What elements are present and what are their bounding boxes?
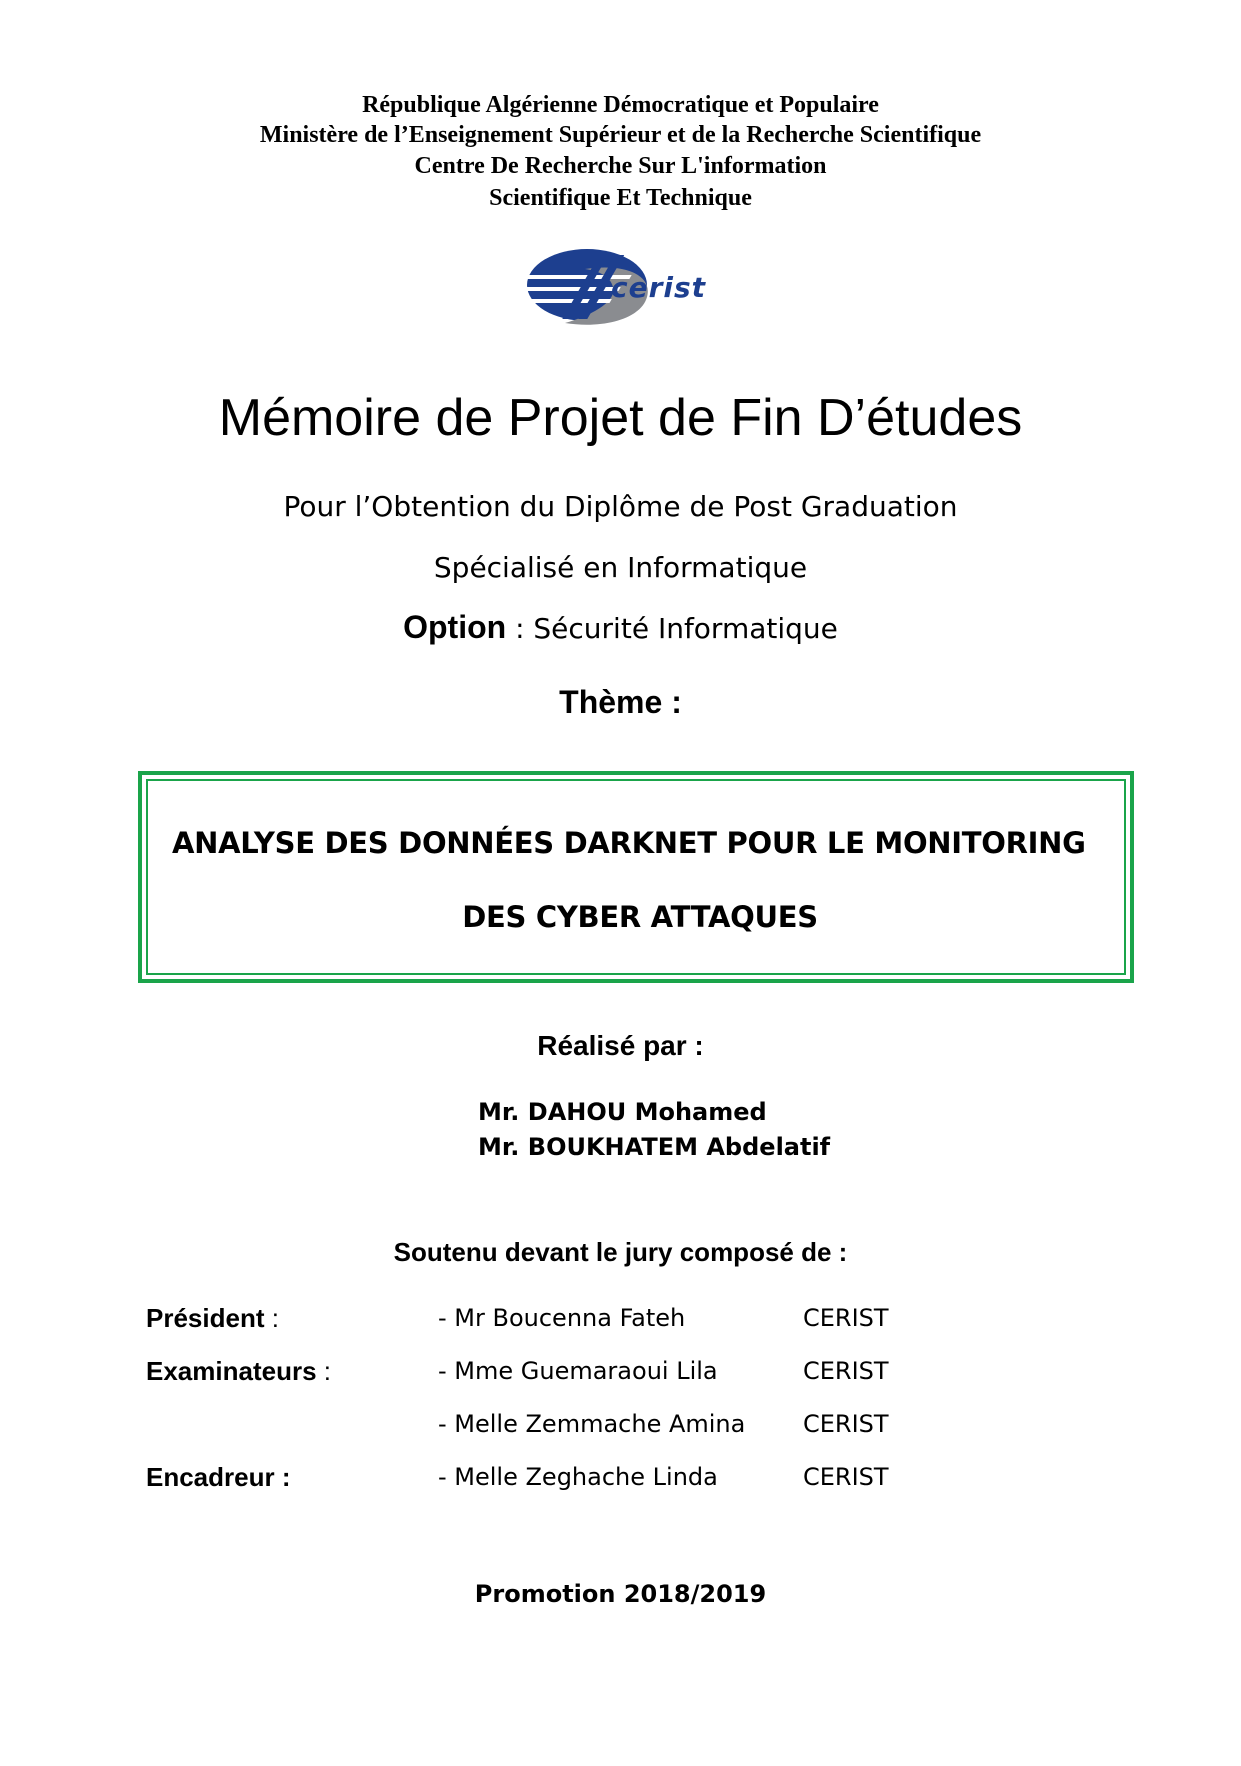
author-name: Mr. BOUKHATEM Abdelatif: [478, 1133, 831, 1161]
subtitle-diploma: Pour l’Obtention du Diplôme de Post Graduation: [283, 490, 958, 523]
jury-member-org: CERIST: [803, 1410, 889, 1438]
header-line-ministry: Ministère de l’Enseignement Supérieur et de la Recherche Scientifique: [259, 122, 982, 148]
option-value: : Sécurité Informatique: [506, 612, 838, 645]
author-name: Mr. DAHOU Mohamed: [478, 1098, 767, 1126]
jury-label: Soutenu devant le jury composé de :: [393, 1237, 848, 1267]
jury-role: Président :: [146, 1303, 279, 1333]
cerist-logo: [515, 245, 711, 329]
subtitle-specialty: Spécialisé en Informatique: [433, 551, 808, 584]
jury-role: Encadreur :: [146, 1462, 291, 1492]
jury-member-name: - Melle Zemmache Amina: [438, 1410, 746, 1438]
promotion-year: Promotion 2018/2019: [474, 1580, 767, 1608]
cerist-logo-wordmark: cerist: [611, 271, 707, 304]
header-line-scientific: Scientifique Et Technique: [489, 185, 752, 211]
jury-member-name: - Melle Zeghache Linda: [438, 1463, 718, 1491]
header-line-republic: République Algérienne Démocratique et Populaire: [362, 92, 879, 118]
page-title: Mémoire de Projet de Fin D’études: [218, 389, 1023, 447]
option-line: [0, 609, 1241, 646]
jury-member-org: CERIST: [803, 1304, 889, 1332]
realise-label: Réalisé par :: [537, 1030, 704, 1061]
theme-title-line-1: ANALYSE DES DONNÉES DARKNET POUR LE MONITORING: [172, 826, 1086, 860]
jury-member-org: CERIST: [803, 1357, 889, 1385]
option-label: Option: [403, 609, 507, 645]
theme-title-line-2: DES CYBER ATTAQUES: [462, 900, 818, 934]
theme-box: [138, 771, 1134, 983]
jury-member-name: - Mr Boucenna Fateh: [438, 1304, 686, 1332]
jury-role: Examinateurs :: [146, 1356, 331, 1386]
theme-box-inner-border: [146, 779, 1126, 975]
jury-member-org: CERIST: [803, 1463, 889, 1491]
header-line-centre: Centre De Recherche Sur L'information: [414, 153, 827, 179]
jury-member-name: - Mme Guemaraoui Lila: [438, 1357, 718, 1385]
theme-label: Thème :: [559, 684, 682, 720]
